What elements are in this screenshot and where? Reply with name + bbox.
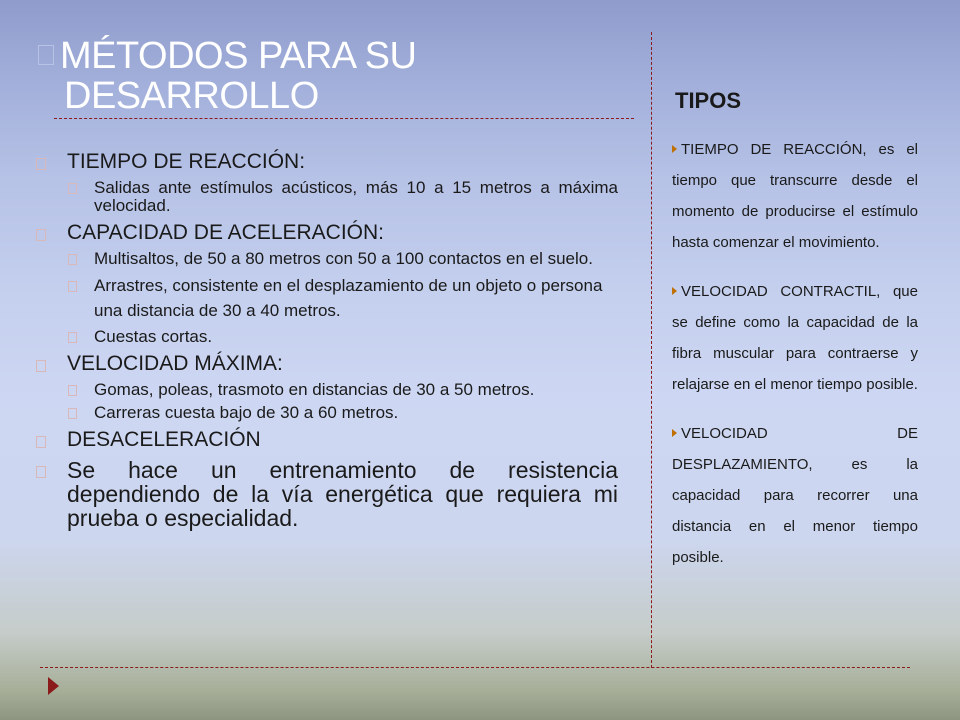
arrow-bullet-icon — [672, 429, 677, 437]
item-text: CAPACIDAD DE ACELERACIÓN: — [67, 221, 385, 244]
item-text: DESACELERACIÓN — [67, 428, 261, 451]
tipos-item-text: VELOCIDAD DE DESPLAZAMIENTO, es la capacidad para recorrer una distancia en el menor tiempo posible. — [672, 425, 918, 566]
title-bullet-icon — [38, 45, 54, 65]
sub-item-text: Multisaltos, de 50 a 80 metros con 50 a 100 contactos en el suelo. — [94, 249, 593, 268]
sub-item-text: Cuestas cortas. — [94, 327, 213, 346]
slide-title — [38, 36, 598, 116]
tipos-item — [672, 418, 918, 573]
bullet-icon — [36, 229, 46, 241]
list-item — [36, 458, 618, 530]
tipos-item-text: VELOCIDAD CONTRACTIL, que se define como la capacidad de la fibra muscular para contraerse y relajarse en el menor tiempo posible. — [672, 283, 918, 393]
tipos-list — [672, 134, 918, 591]
sub-item-text: Carreras cuesta bajo de 30 a 60 metros. — [94, 403, 399, 422]
sub-item-text: Salidas ante estímulos acústicos, más 10 a 15 metros a máxima velocidad. — [94, 178, 618, 215]
vertical-divider — [651, 32, 652, 668]
bullet-icon — [68, 332, 77, 343]
bullet-icon — [36, 436, 46, 448]
bullet-icon — [36, 466, 46, 478]
tipos-item — [672, 134, 918, 258]
bullet-icon — [68, 183, 77, 194]
bullet-icon — [68, 281, 77, 292]
bullet-icon — [36, 158, 46, 170]
tipos-item-text: TIEMPO DE REACCIÓN, es el tiempo que transcurre desde el momento de producirse el estímulo hasta comenzar el movimiento. — [672, 141, 918, 251]
list-item — [36, 221, 618, 245]
title-line-2: DESARROLLO — [64, 75, 319, 117]
item-text: VELOCIDAD MÁXIMA: — [67, 352, 283, 375]
sub-item — [36, 381, 618, 399]
title-line-1: MÉTODOS PARA SU — [60, 35, 417, 77]
item-text: TIEMPO DE REACCIÓN: — [67, 150, 306, 173]
bullet-icon — [68, 408, 77, 419]
sub-item — [36, 404, 618, 422]
arrow-bullet-icon — [672, 145, 677, 153]
sub-item — [36, 250, 618, 268]
list-item — [36, 150, 618, 174]
list-item — [36, 352, 618, 376]
list-item — [36, 428, 618, 452]
arrow-bullet-icon — [672, 287, 677, 295]
sub-item — [36, 179, 618, 215]
bottom-divider — [40, 667, 910, 668]
bullet-icon — [36, 360, 46, 372]
sub-item — [36, 273, 618, 323]
next-arrow-icon[interactable] — [48, 677, 59, 695]
bullet-icon — [68, 385, 77, 396]
methods-list — [36, 150, 618, 530]
sub-item-text: Arrastres, consistente en el desplazamiento de un objeto o persona una distancia de 30 a 40 metros. — [94, 276, 603, 320]
tipos-heading: TIPOS — [675, 88, 742, 113]
sub-item-text: Gomas, poleas, trasmoto en distancias de 30 a 50 metros. — [94, 380, 535, 399]
item-text: Se hace un entrenamiento de resistencia dependiendo de la vía energética que requiera mi prueba o especialidad. — [67, 457, 618, 531]
title-divider — [54, 118, 634, 119]
sub-item — [36, 328, 618, 346]
tipos-item — [672, 276, 918, 400]
bullet-icon — [68, 254, 77, 265]
